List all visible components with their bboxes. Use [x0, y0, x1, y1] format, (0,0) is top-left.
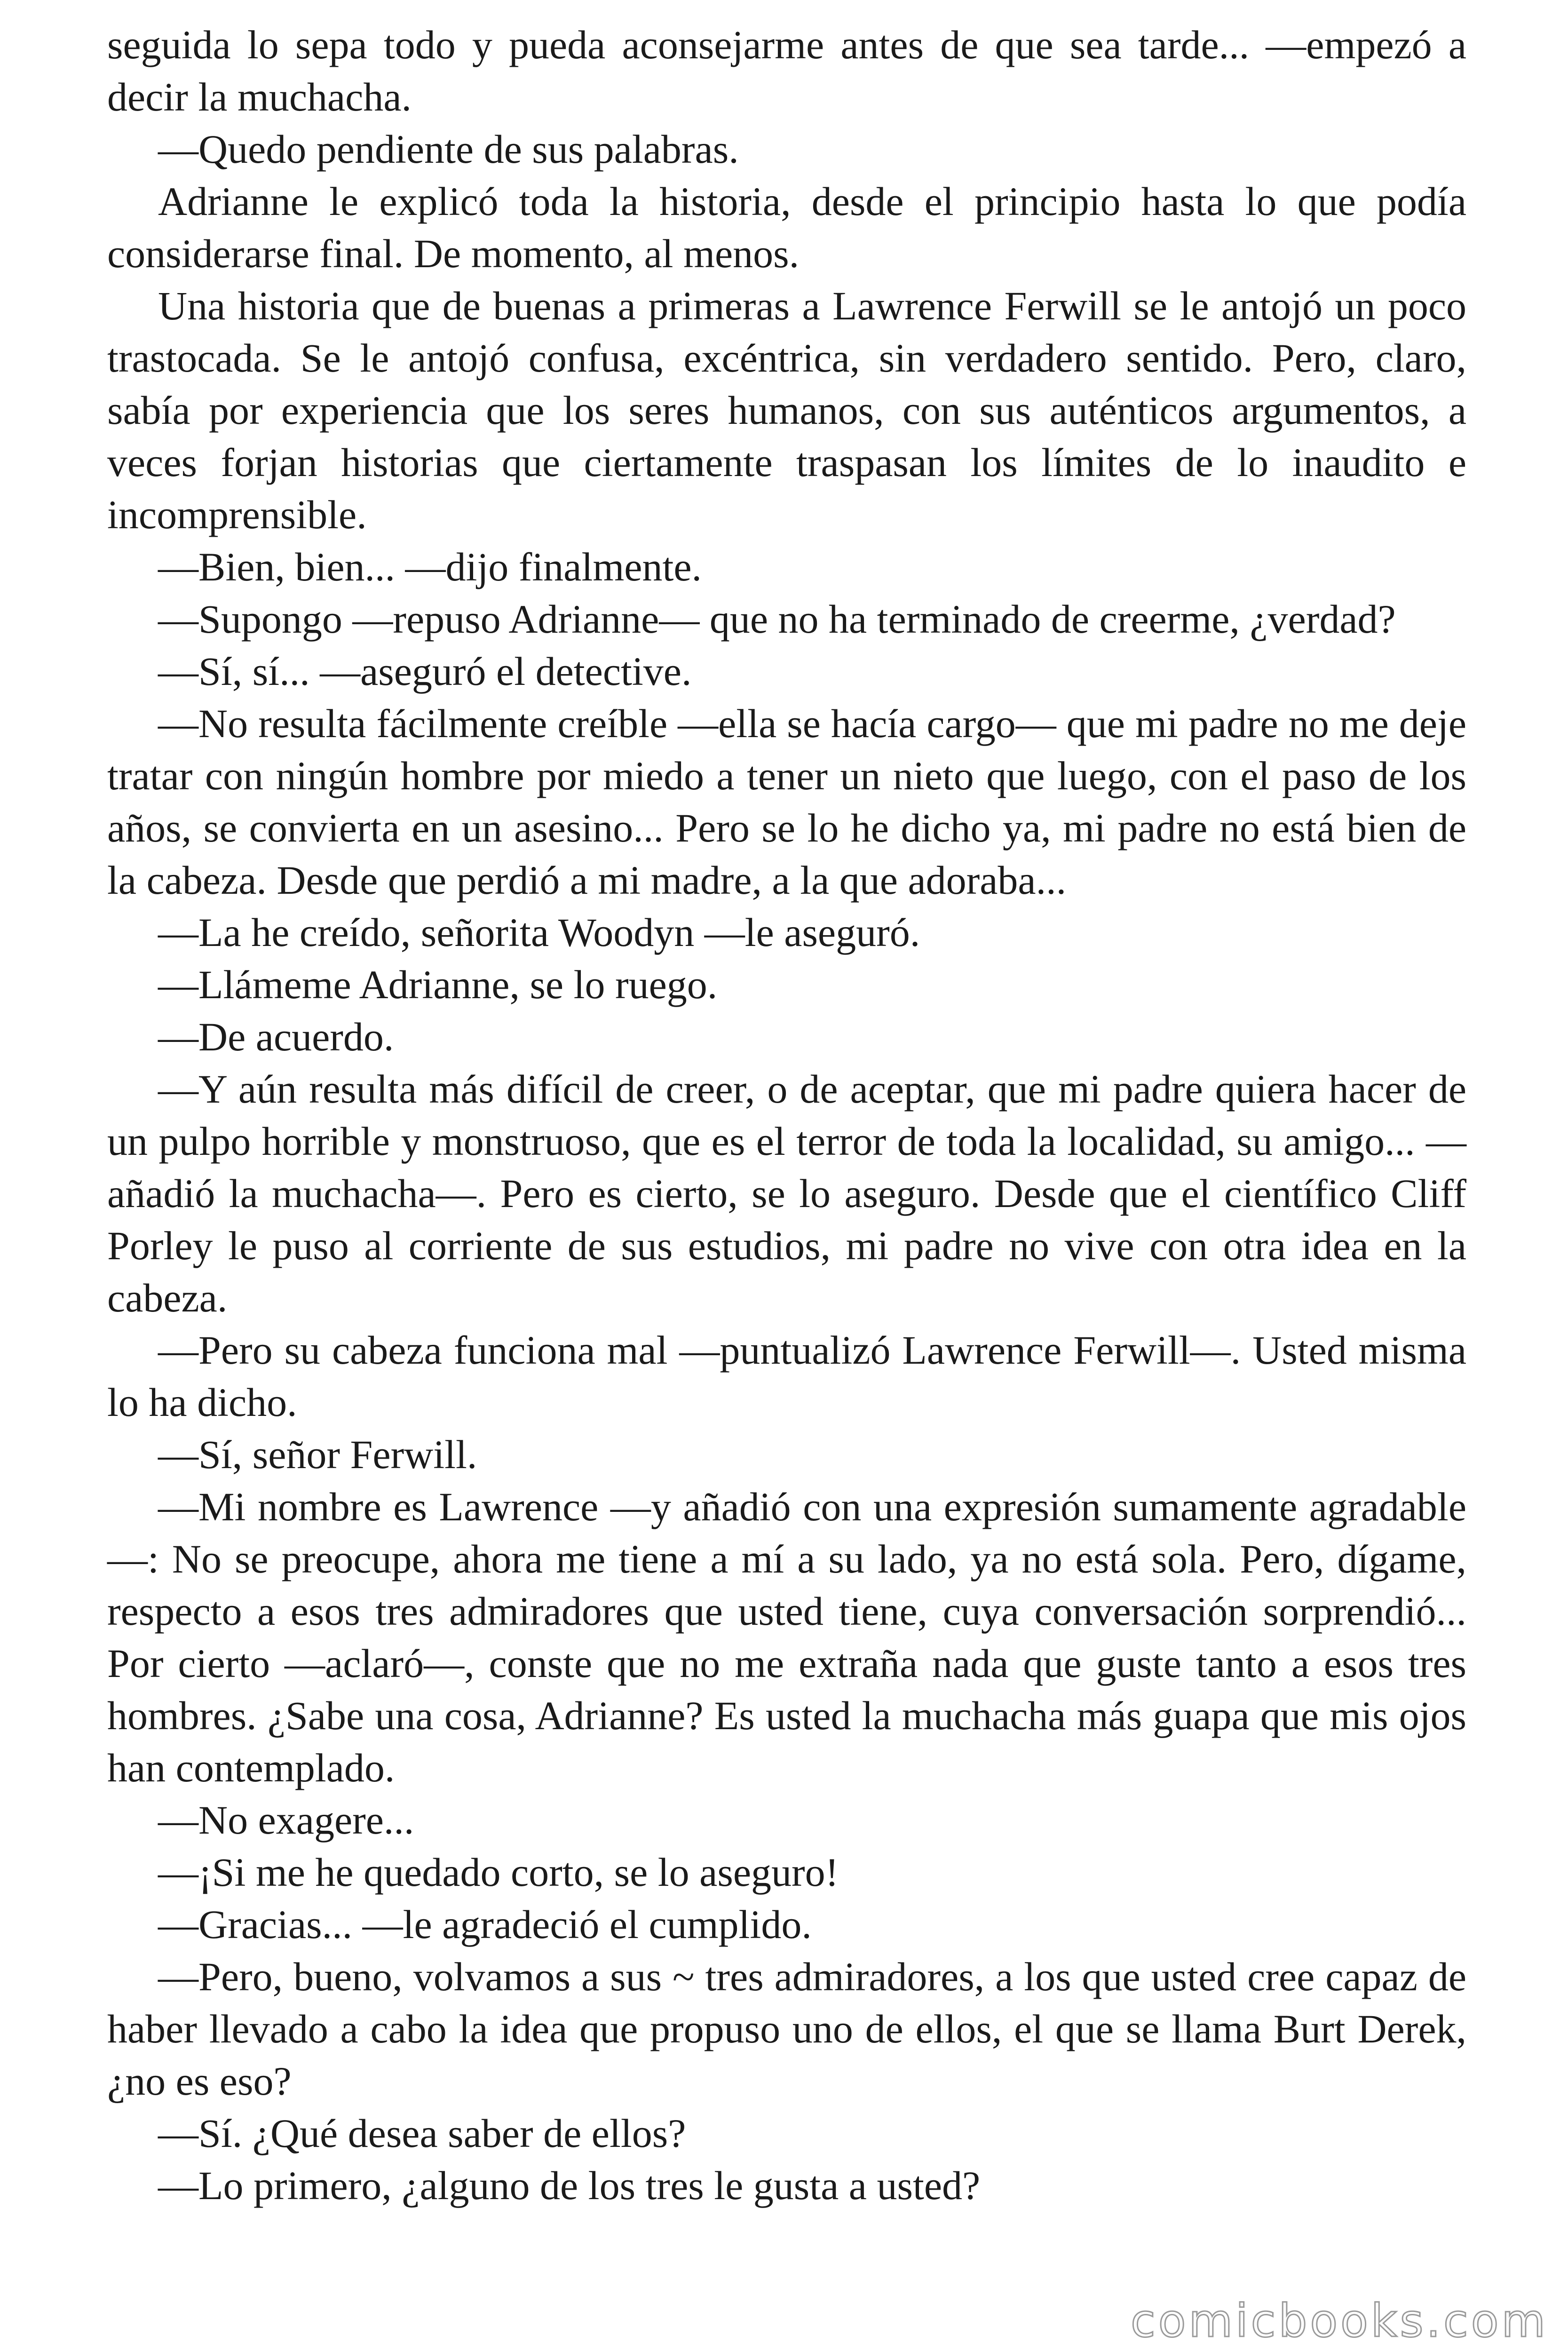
- paragraph: —No exagere...: [158, 1797, 414, 1843]
- paragraph: Adrianne le explicó toda la historia, desde el principio hasta lo que podía considerarse final. De momento, al menos.: [107, 179, 1466, 276]
- paragraph: —La he creído, señorita Woodyn —le aseguró.: [158, 910, 920, 955]
- paragraph: —Sí. ¿Qué desea saber de ellos?: [158, 2111, 686, 2156]
- paragraph: —Pero su cabeza funciona mal —puntualizó Lawrence Ferwill—. Usted misma lo ha dicho.: [107, 1327, 1466, 1425]
- paragraph: —Bien, bien... —dijo finalmente.: [158, 544, 702, 589]
- paragraph: —De acuerdo.: [158, 1014, 394, 1059]
- paragraph: —Y aún resulta más difícil de creer, o de aceptar, que mi padre quiera hacer de un pulpo horrible y monstruoso, que es el terror de toda la localidad, su amigo... —añadió la muchacha—. Pero es cierto, se lo aseguro. Desde que el científico Cliff Porley le puso al corriente de sus estudios, mi padre no vive con otra idea en la cabeza.: [107, 1066, 1466, 1320]
- paragraph: —Gracias... —le agradeció el cumplido.: [158, 1902, 812, 1947]
- paragraph: seguida lo sepa todo y pueda aconsejarme antes de que sea tarde... —empezó a decir la muchacha.: [107, 22, 1466, 119]
- paragraph: —Quedo pendiente de sus palabras.: [158, 127, 739, 172]
- paragraph: —Llámeme Adrianne, se lo ruego.: [158, 962, 718, 1007]
- paragraph: —Pero, bueno, volvamos a sus ~ tres admiradores, a los que usted cree capaz de haber llevado a cabo la idea que propuso uno de ellos, el que se llama Burt Derek, ¿no es eso?: [107, 1954, 1466, 2104]
- paragraph: —Mi nombre es Lawrence —y añadió con una expresión sumamente agradable—: No se preocupe, ahora me tiene a mí a su lado, ya no está sola. Pero, dígame, respecto a esos tres admiradores que usted tiene, cuya conversación sorprendió... Por cierto —aclaró—, conste que no me extraña nada que guste tanto a esos tres hombres. ¿Sabe una cosa, Adrianne? Es usted la muchacha más guapa que mis ojos han contemplado.: [107, 1484, 1466, 1790]
- paragraph: —Lo primero, ¿alguno de los tres le gusta a usted?: [158, 2163, 981, 2208]
- paragraph: Una historia que de buenas a primeras a Lawrence Ferwill se le antojó un poco trastocada. Se le antojó confusa, excéntrica, sin verdadero sentido. Pero, claro, sabía por experiencia que los seres humanos, con sus auténticos argumentos, a veces forjan historias que ciertamente traspasan los límites de lo inaudito e incomprensible.: [107, 283, 1466, 537]
- paragraph: —Supongo —repuso Adrianne— que no ha terminado de creerme, ¿verdad?: [158, 596, 1396, 642]
- paragraph: —No resulta fácilmente creíble —ella se hacía cargo— que mi padre no me deje tratar con ningún hombre por miedo a tener un nieto que luego, con el paso de los años, se convierta en un asesino... Pero se lo he dicho ya, mi padre no está bien de la cabeza. Desde que perdió a mi madre, a la que adoraba...: [107, 701, 1466, 903]
- paragraph: —Sí, sí... —aseguró el detective.: [158, 649, 692, 694]
- paragraph: —¡Si me he quedado corto, se lo aseguro!: [158, 1850, 839, 1895]
- page-body: [107, 19, 1466, 2212]
- paragraph: —Sí, señor Ferwill.: [158, 1432, 477, 1477]
- watermark: comicbooks.com: [1130, 2295, 1548, 2347]
